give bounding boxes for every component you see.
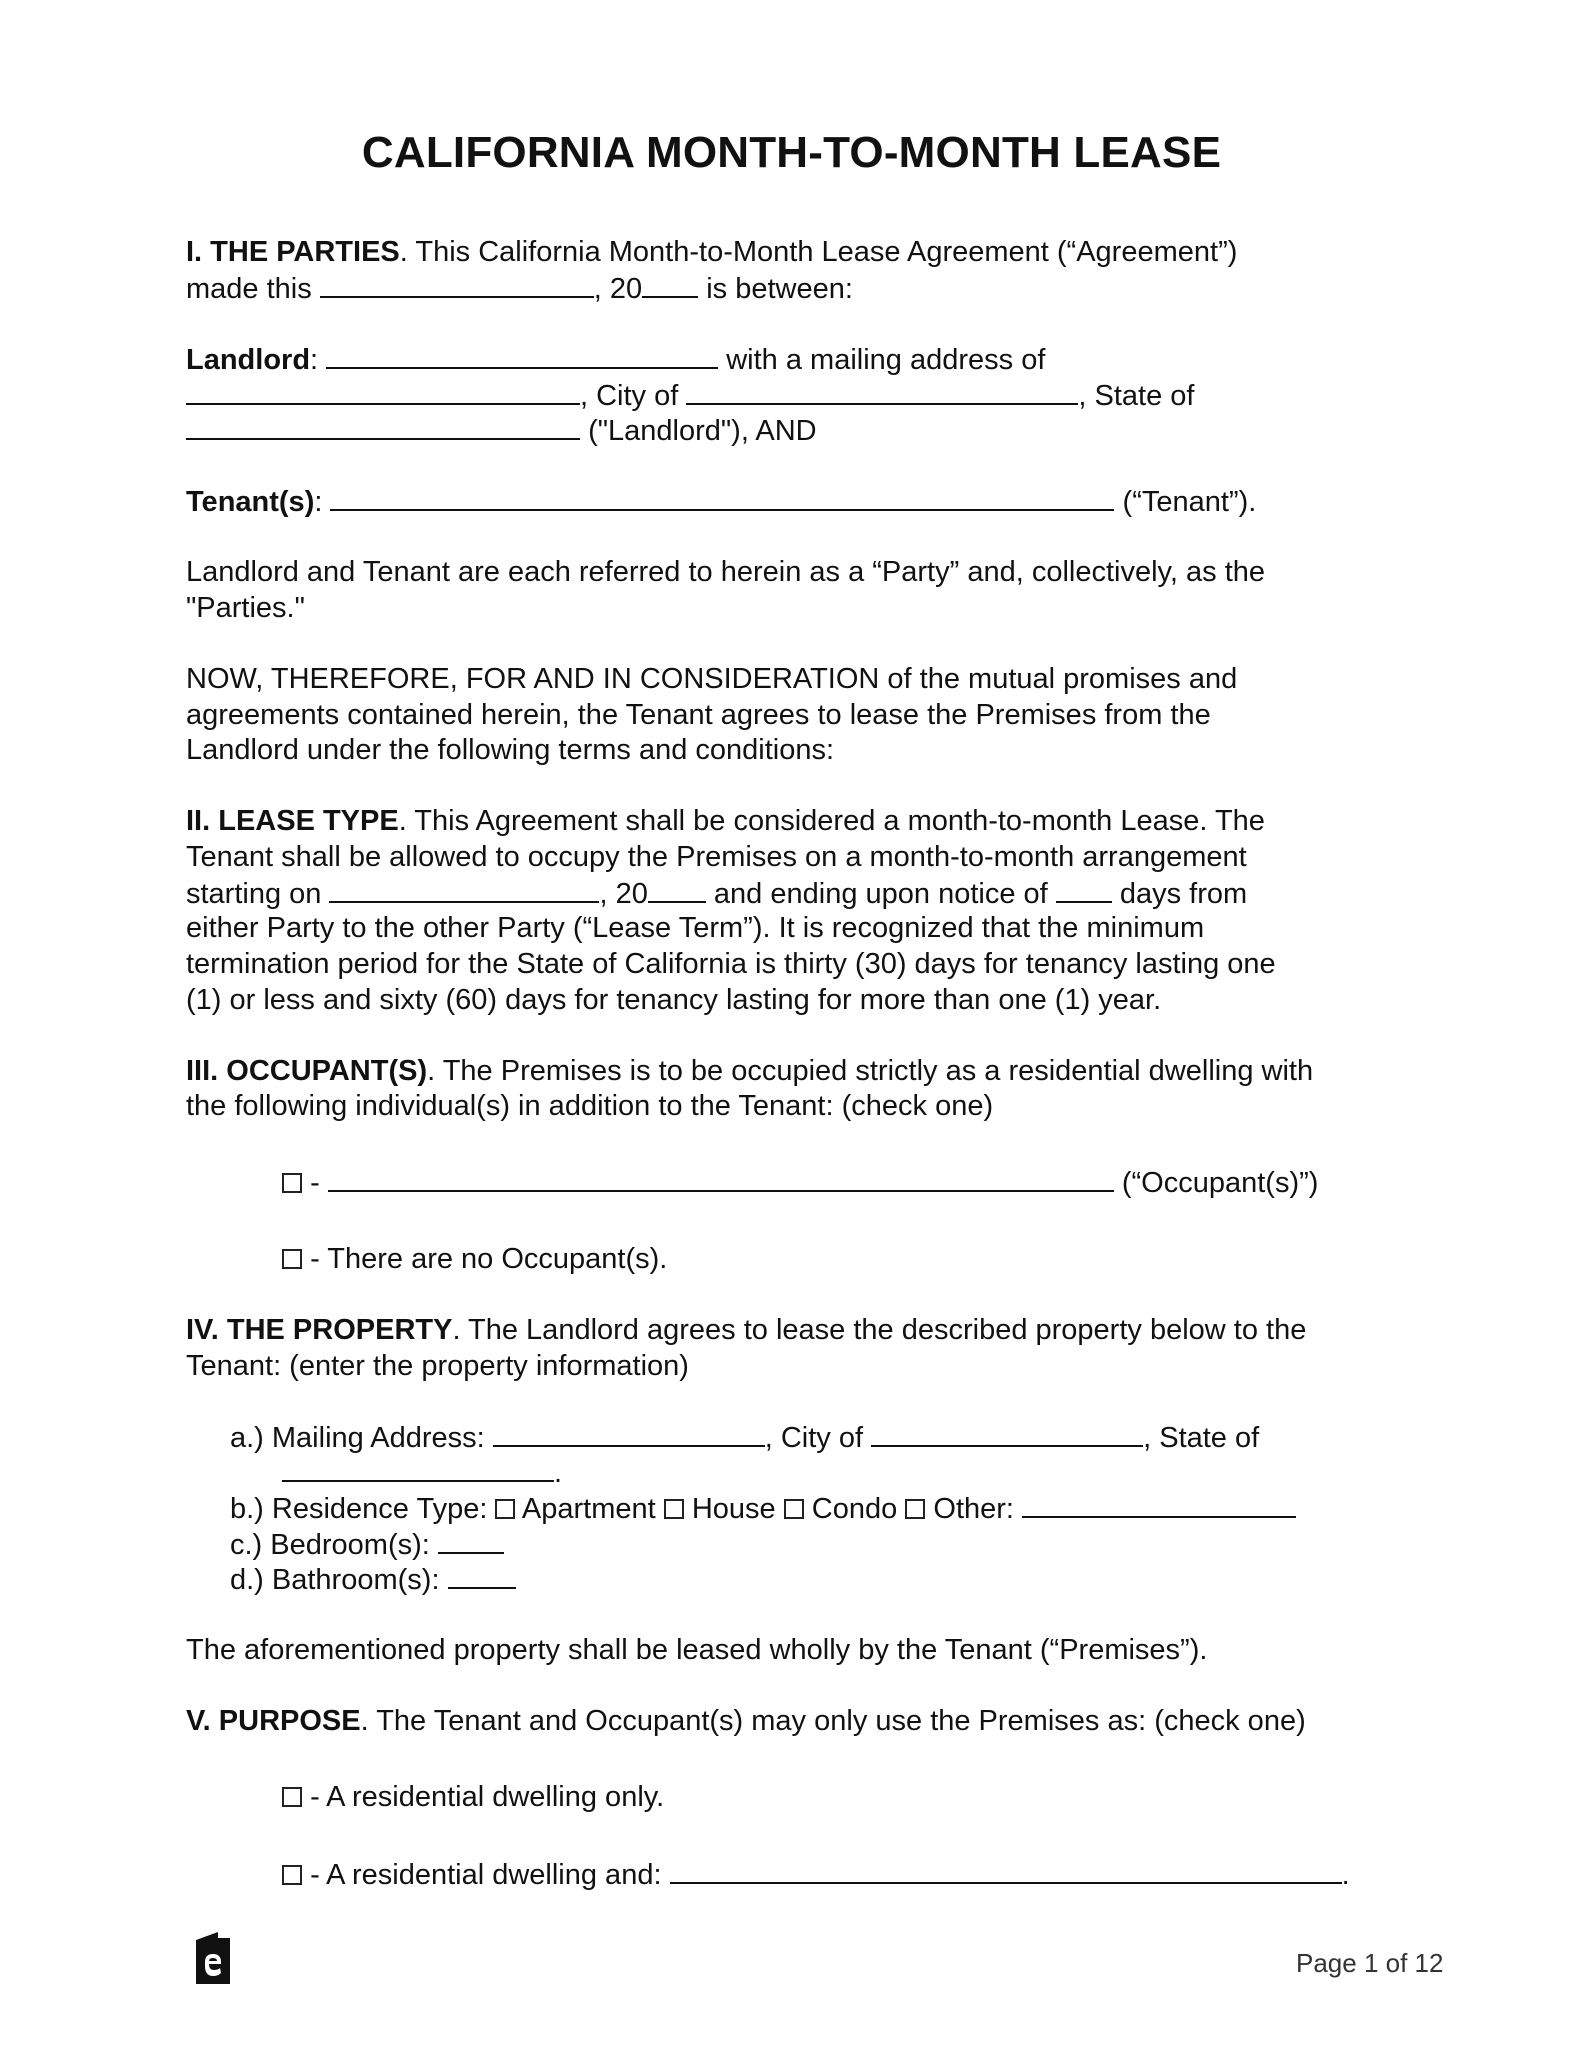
notice-days-blank[interactable] — [1056, 875, 1112, 903]
property-state-line: . — [282, 1454, 562, 1491]
property-state-blank[interactable] — [282, 1454, 554, 1482]
tenant-name-blank[interactable] — [330, 483, 1114, 511]
purpose-option-residential: - A residential dwelling only. — [282, 1779, 664, 1815]
lease-start-year-blank[interactable] — [648, 875, 706, 903]
landlord-name-blank[interactable] — [326, 341, 718, 369]
occupant-names-blank[interactable] — [328, 1164, 1114, 1192]
no-occupants-checkbox[interactable] — [282, 1249, 302, 1269]
agreement-date-blank[interactable] — [320, 270, 594, 298]
bedrooms-blank[interactable] — [438, 1526, 504, 1554]
occupants-line-2: the following individual(s) in addition to the Tenant: (check one) — [186, 1090, 994, 1122]
parties-line-1: I. THE PARTIES. This California Month-to-Month Lease Agreement (“Agreement”) — [186, 236, 1238, 268]
property-line-1: IV. THE PROPERTY. The Landlord agrees to lease the described property below to the — [186, 1314, 1307, 1346]
page-number: Page 1 of 12 — [1296, 1948, 1444, 1978]
landlord-state-blank[interactable] — [186, 412, 580, 440]
condo-checkbox[interactable] — [784, 1499, 804, 1519]
consideration-line-3: Landlord under the following terms and conditions: — [186, 734, 835, 766]
landlord-address-blank[interactable] — [186, 377, 580, 405]
landlord-line-2: , City of , State of — [186, 377, 1194, 414]
agreement-year-blank[interactable] — [642, 270, 698, 298]
lease-type-line-4: either Party to the other Party (“Lease Term”). It is recognized that the minimum — [186, 912, 1205, 944]
property-city-blank[interactable] — [871, 1419, 1143, 1447]
parties-heading: I. THE PARTIES — [186, 236, 400, 268]
other-checkbox[interactable] — [905, 1499, 925, 1519]
property-address-blank[interactable] — [493, 1419, 765, 1447]
property-address-line: a.) Mailing Address: , City of , State of — [230, 1419, 1259, 1456]
document-logo-icon — [196, 1932, 230, 1984]
landlord-line-3: ("Landlord"), AND — [186, 412, 817, 449]
lease-type-heading: II. LEASE TYPE — [186, 805, 399, 837]
lease-type-line-6: (1) or less and sixty (60) days for tenancy lasting for more than one (1) year. — [186, 984, 1162, 1016]
property-heading: IV. THE PROPERTY — [186, 1314, 453, 1346]
lease-type-line-1: II. LEASE TYPE. This Agreement shall be considered a month-to-month Lease. The — [186, 805, 1265, 837]
bathrooms-line: d.) Bathroom(s): — [230, 1561, 516, 1598]
lease-type-line-2: Tenant shall be allowed to occupy the Premises on a month-to-month arrangement — [186, 841, 1247, 873]
occupants-option-names: - (“Occupant(s)”) — [282, 1164, 1318, 1201]
lease-type-line-5: termination period for the State of California is thirty (30) days for tenancy lasting one — [186, 948, 1276, 980]
lease-start-date-blank[interactable] — [329, 875, 599, 903]
bedrooms-line: c.) Bedroom(s): — [230, 1526, 504, 1563]
house-checkbox[interactable] — [664, 1499, 684, 1519]
other-residence-blank[interactable] — [1022, 1490, 1296, 1518]
purpose-option-residential-and: - A residential dwelling and: . — [282, 1856, 1350, 1893]
purpose-line-1: V. PURPOSE. The Tenant and Occupant(s) may only use the Premises as: (check one) — [186, 1705, 1306, 1737]
apartment-checkbox[interactable] — [495, 1499, 515, 1519]
tenant-line: Tenant(s): (“Tenant”). — [186, 483, 1256, 520]
consideration-line-2: agreements contained herein, the Tenant agrees to lease the Premises from the — [186, 699, 1211, 731]
residential-and-checkbox[interactable] — [282, 1865, 302, 1885]
residence-type-line: b.) Residence Type: Apartment House Condo Other: — [230, 1490, 1296, 1527]
occupants-line-1: III. OCCUPANT(S). The Premises is to be occupied strictly as a residential dwelling with — [186, 1055, 1314, 1087]
occupants-names-checkbox[interactable] — [282, 1173, 302, 1193]
additional-purpose-blank[interactable] — [670, 1856, 1342, 1884]
occupants-option-none: - There are no Occupant(s). — [282, 1241, 667, 1277]
residential-only-checkbox[interactable] — [282, 1787, 302, 1807]
occupants-heading: III. OCCUPANT(S) — [186, 1055, 428, 1087]
landlord-label: Landlord — [186, 344, 311, 376]
bathrooms-blank[interactable] — [448, 1561, 516, 1589]
parties-line-2: made this , 20 is between: — [186, 270, 853, 307]
premises-line: The aforementioned property shall be leased wholly by the Tenant (“Premises”). — [186, 1634, 1208, 1666]
landlord-line-1: Landlord: with a mailing address of — [186, 341, 1045, 378]
document-title: CALIFORNIA MONTH-TO-MONTH LEASE — [361, 128, 1222, 177]
tenant-label: Tenant(s) — [186, 486, 315, 518]
property-line-2: Tenant: (enter the property information) — [186, 1350, 689, 1382]
consideration-line-1: NOW, THEREFORE, FOR AND IN CONSIDERATION of the mutual promises and — [186, 663, 1238, 695]
purpose-heading: V. PURPOSE — [186, 1705, 361, 1737]
parties-referred-line-1: Landlord and Tenant are each referred to herein as a “Party” and, collectively, as the — [186, 556, 1266, 588]
parties-referred-line-2: "Parties." — [186, 592, 305, 624]
landlord-city-blank[interactable] — [686, 377, 1078, 405]
lease-type-line-3: starting on , 20 and ending upon notice of days from — [186, 875, 1247, 912]
